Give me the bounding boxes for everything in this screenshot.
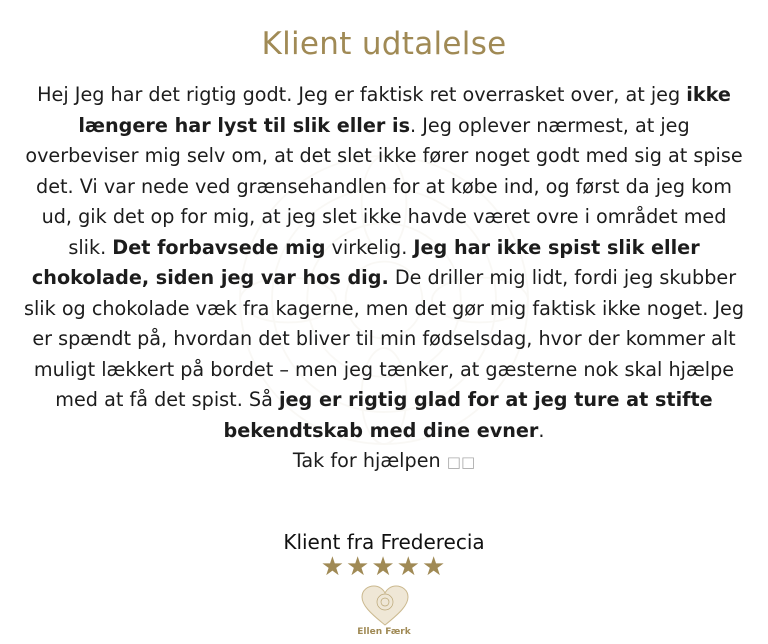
testimonial-highlight: Jeg har ikke spist slik eller chokolade, siden jeg var hos dig. — [31, 235, 700, 289]
page-title: Klient udtalelse — [261, 26, 507, 62]
star-rating-icon: ★★★★★ — [320, 552, 448, 582]
closing-line: Tak for hjælpen — [292, 449, 441, 472]
testimonial-highlight: ikke længere har lyst til slik eller is — [78, 83, 731, 137]
testimonial-highlight: jeg er rigtig glad for at jeg ture at stifte bekendtskab med dine evner — [223, 388, 713, 442]
testimonial-highlight: Det forbavsede mig — [112, 235, 326, 259]
testimonial-text — [22, 80, 746, 478]
testimonial-segment: De driller mig lidt, fordi jeg skubber slik og chokolade væk fra kagerne, men det gør mig faktisk ikke noget. Jeg er spændt på, hvordan det bliver til min fødselsdag, hvor der kommer alt muligt lækkert på bordet – men jeg tænker, at gæsterne nok skal hjælpe med at få det spist. Så — [23, 266, 745, 411]
testimonial-segment: virkelig. — [325, 235, 414, 259]
testimonial-segment: . Jeg oplever nærmest, at jeg overbeviser mig selv om, at det slet ikke fører noget godt med sig at spise det. Vi var nede ved grænsehandlen for at købe ind, og først da jeg kom ud, gik det op for mig, at jeg slet ikke havde været ovre i området med slik. — [25, 113, 743, 259]
heart-mandala-icon — [360, 585, 410, 627]
emoji-placeholder-icon: □□ — [446, 453, 476, 471]
client-signoff: Klient fra Frederecia — [283, 530, 485, 554]
testimonial-segment: Hej Jeg har det rigtig godt. Jeg er faktisk ret overrasket over, at jeg — [37, 83, 687, 106]
logo-text: Ellen Færk — [357, 627, 411, 637]
testimonial-segment: . — [538, 418, 545, 442]
